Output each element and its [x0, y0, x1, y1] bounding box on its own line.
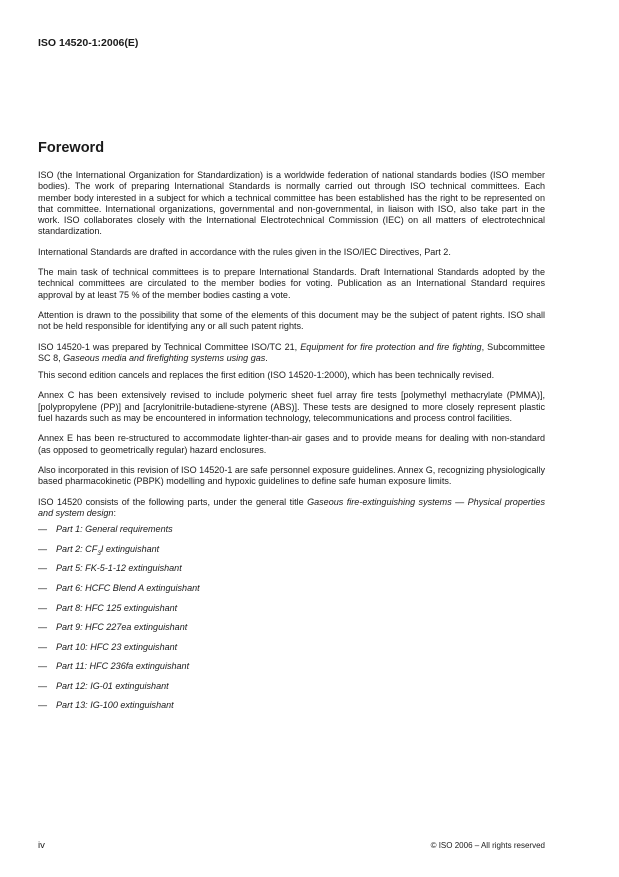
part-label [56, 544, 159, 564]
dash: — [38, 582, 48, 593]
part-label: Part 5: FK-5-1-12 extinguishant [56, 563, 182, 574]
dash: — [38, 622, 48, 633]
part-2-prefix: Part 2: CF [56, 543, 98, 554]
parts-list [38, 524, 545, 720]
list-item [38, 622, 545, 642]
list-item [38, 544, 545, 564]
prepared-by-text: ISO 14520-1 was prepared by Technical Committee ISO/TC 21, [38, 341, 301, 352]
paragraph-exposure-guidelines: Also incorporated in this revision of ISO 14520-1 are safe personnel exposure guidelines. Annex G, recognizing physiologically based pharmacokinetic (PBPK) modelling and hypoxic guidelines to define safe human exposure limits. [38, 464, 545, 487]
part-2-subscript: 3 [97, 549, 101, 557]
document-id: ISO 14520-1:2006(E) [38, 37, 139, 49]
part-label: Part 13: IG-100 extinguishant [56, 700, 174, 711]
part-label: Part 6: HCFC Blend A extinguishant [56, 582, 200, 593]
paragraph-annex-e: Annex E has been re-structured to accommodate lighter-than-air gases and to provide means for dealing with non-standard (as opposed to geometrically regular) hazard enclosures. [38, 433, 545, 455]
list-item [38, 681, 545, 701]
period: . [265, 352, 268, 363]
part-label: Part 11: HFC 236fa extinguishant [56, 661, 190, 672]
part-2-suffix: I extinguishant [100, 543, 160, 554]
dash: — [38, 543, 48, 554]
part-label: Part 8: HFC 125 extinguishant [56, 602, 178, 613]
list-item [38, 603, 545, 623]
paragraph-patent-rights: Attention is drawn to the possibility that some of the elements of this document may be the subject of patent rights. ISO shall not be held responsible for identifying any or all such patent rights. [38, 309, 545, 332]
dash: — [38, 524, 48, 535]
dash: — [38, 602, 48, 613]
paragraph-parts-intro [38, 497, 545, 520]
dash: — [38, 563, 48, 574]
parts-intro-text: ISO 14520 consists of the following parts, under the general title [38, 496, 308, 507]
paragraph-prepared-by [38, 342, 545, 365]
copyright-notice: © ISO 2006 – All rights reserved [430, 841, 545, 850]
paragraph-iso-federation: ISO (the International Organization for Standardization) is a worldwide federation of national standards bodies (ISO member bodies). The work of preparing International Standards is normally carried out through ISO technical committees. Each member body interested in a subject for which a technical committee has been established has the right to be represented on that committee. International organizations, governmental and non-governmental, in liaison with ISO, also take part in the work. ISO collaborates closely with the International Electrotechnical Commission (IEC) on all matters of electrotechnical standardization. [38, 170, 545, 237]
subcommittee-text: , Subcommittee SC 8, [38, 341, 545, 363]
list-item [38, 700, 545, 720]
list-item [38, 563, 545, 583]
list-item [38, 524, 545, 544]
colon: : [113, 507, 116, 518]
part-label: Part 9: HFC 227ea extinguishant [56, 622, 188, 633]
dash: — [38, 700, 48, 711]
subcommittee-title: Gaseous media and firefighting systems using gas [63, 352, 266, 363]
dash: — [38, 680, 48, 691]
part-label: Part 1: General requirements [56, 524, 173, 535]
page-title: Foreword [38, 140, 105, 156]
page-number: iv [38, 840, 45, 851]
paragraph-second-edition: This second edition cancels and replaces the first edition (ISO 14520-1:2000), which has been technically revised. [38, 370, 495, 381]
paragraph-directives: International Standards are drafted in accordance with the rules given in the ISO/IEC Directives, Part 2. [38, 246, 451, 257]
paragraph-main-task: The main task of technical committees is to prepare International Standards. Draft International Standards adopted by the technical committees are circulated to the member bodies for voting. Publication as an International Standard requires approval by at least 75 % of the member bodies casting a vote. [38, 267, 545, 300]
list-item [38, 642, 545, 662]
list-item [38, 583, 545, 603]
paragraph-annex-c: Annex C has been extensively revised to include polymeric sheet fuel array fire tests [polymethyl methacrylate (PMMA)], [polypropylene (PP)] and [acrylonitrile-butadiene-styrene (ABS)]. These tests are designed to more closely represent plastic fuel hazards such as may be encountered in information technology, telecommunications and process control facilities. [38, 390, 545, 424]
part-label: Part 12: IG-01 extinguishant [56, 680, 169, 691]
general-title: Gaseous fire-extinguishing systems — Physical properties and system design [38, 496, 545, 518]
dash: — [38, 661, 48, 672]
foreword-body [38, 170, 545, 720]
list-item [38, 661, 545, 681]
part-label: Part 10: HFC 23 extinguishant [56, 641, 178, 652]
dash: — [38, 641, 48, 652]
committee-title: Equipment for fire protection and fire fighting [300, 341, 482, 352]
